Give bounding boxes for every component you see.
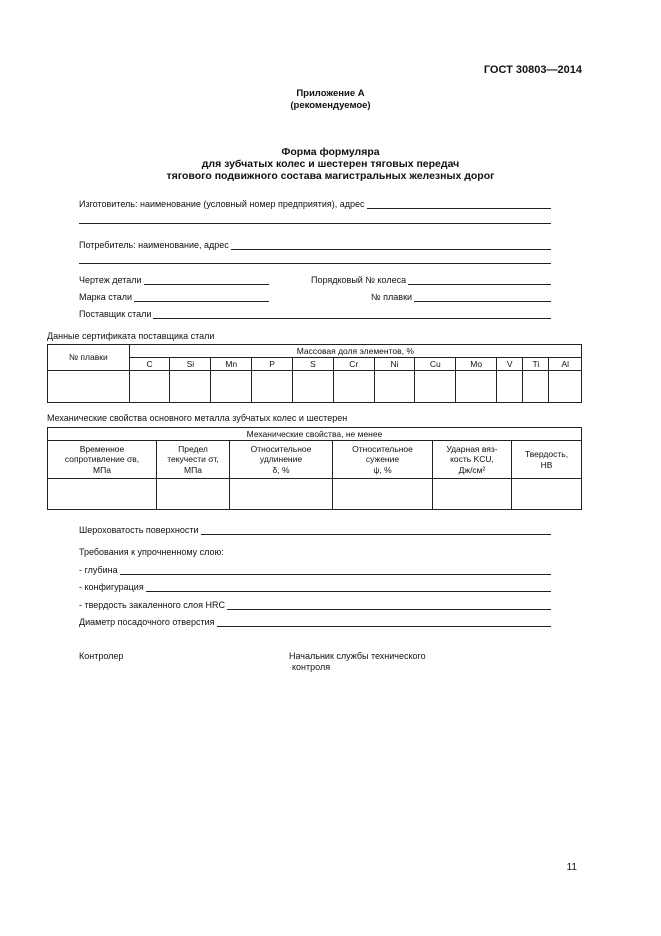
column-header-yield-strength — [157, 441, 230, 479]
table-cell[interactable] — [523, 371, 549, 403]
element-header: Mo — [456, 358, 497, 371]
header-line: НВ — [540, 459, 553, 470]
wheel-number-field[interactable] — [311, 273, 551, 285]
controller-signature: Контролер — [79, 651, 124, 661]
column-header-elongation — [230, 441, 333, 479]
element-header: Mn — [211, 358, 252, 371]
hardness-hrc-field[interactable] — [79, 598, 551, 610]
form-title-line3: тягового подвижного состава магистральных железных дорог — [166, 170, 495, 182]
header-line: ψ, % — [373, 464, 392, 475]
header-line: Дж/см² — [458, 464, 486, 475]
header-line: Предел — [178, 443, 208, 454]
consumer-continuation-line[interactable] — [79, 263, 551, 264]
table-cell[interactable] — [170, 371, 211, 403]
table-cell[interactable] — [48, 479, 157, 510]
element-header: V — [497, 358, 523, 371]
table-row — [48, 479, 582, 510]
chief-signature-line2: контроля — [292, 662, 331, 672]
table-cell[interactable] — [456, 371, 497, 403]
header-line: Относительное — [250, 443, 312, 454]
column-header-tensile-strength — [48, 441, 157, 479]
table-cell[interactable] — [230, 479, 333, 510]
table-cell[interactable] — [292, 371, 333, 403]
table2-caption: Механические свойства основного металла зубчатых колес и шестерен — [47, 413, 348, 423]
configuration-field[interactable] — [79, 580, 551, 592]
element-header: Cu — [415, 358, 456, 371]
table-cell[interactable] — [497, 371, 523, 403]
table-cell[interactable] — [549, 371, 582, 403]
element-header: P — [252, 358, 293, 371]
element-header: S — [292, 358, 333, 371]
melt-number-label: № плавки — [371, 292, 413, 302]
manufacturer-field[interactable] — [79, 197, 551, 209]
header-line: сопротивление σв, — [64, 454, 140, 465]
depth-label: - глубина — [79, 565, 118, 575]
element-header: Cr — [333, 358, 374, 371]
drawing-field[interactable] — [79, 273, 269, 285]
mass-fraction-header: Массовая доля элементов, % — [129, 345, 581, 358]
table-cell[interactable] — [252, 371, 293, 403]
melt-number-field[interactable] — [371, 290, 551, 302]
hardened-layer-requirements: Требования к упрочненному слою: — [79, 547, 224, 557]
configuration-label: - конфигурация — [79, 582, 144, 592]
depth-field[interactable] — [79, 563, 551, 575]
column-header-hardness — [512, 441, 582, 479]
header-line: сужение — [365, 454, 400, 465]
column-header-reduction — [333, 441, 433, 479]
header-line: Ударная вяз- — [446, 443, 498, 454]
standard-number: ГОСТ 30803—2014 — [483, 64, 582, 76]
bore-diameter-label: Диаметр посадочного отверстия — [79, 617, 215, 627]
element-header: Si — [170, 358, 211, 371]
steel-supplier-field[interactable] — [79, 307, 551, 319]
header-line: Временное — [79, 443, 125, 454]
header-line: МПа — [184, 464, 202, 475]
header-line: МПа — [93, 464, 111, 475]
page-number: 11 — [566, 862, 577, 873]
wheel-number-label: Порядковый № колеса — [311, 275, 407, 285]
element-header: Al — [549, 358, 582, 371]
header-line: Относительное — [352, 443, 413, 454]
appendix-title: Приложение А — [296, 88, 365, 99]
manufacturer-continuation-line[interactable] — [79, 223, 551, 224]
appendix-subtitle: (рекомендуемое) — [290, 100, 371, 111]
table-cell[interactable] — [374, 371, 415, 403]
table-cell[interactable] — [129, 371, 170, 403]
table-cell[interactable] — [512, 479, 582, 510]
table-cell[interactable] — [211, 371, 252, 403]
steel-grade-label: Марка стали — [79, 292, 133, 302]
column-header-impact-toughness — [433, 441, 512, 479]
element-header: Ni — [374, 358, 415, 371]
table1-caption: Данные сертификата поставщика стали — [47, 331, 215, 341]
table-cell[interactable] — [157, 479, 230, 510]
table-cell[interactable] — [433, 479, 512, 510]
header-line: δ, % — [272, 464, 290, 475]
form-title-line1: Форма формуляра — [281, 146, 380, 158]
chief-signature-line1: Начальник службы технического — [289, 651, 426, 661]
table-cell[interactable] — [415, 371, 456, 403]
mechanical-properties-header: Механические свойства, не менее — [48, 428, 582, 441]
element-header: Ti — [523, 358, 549, 371]
drawing-label: Чертеж детали — [79, 275, 142, 285]
header-line: Твердость, — [524, 449, 569, 459]
manufacturer-label: Изготовитель: наименование (условный номер предприятия), адрес — [79, 199, 365, 209]
consumer-field[interactable] — [79, 238, 551, 250]
form-title-line2: для зубчатых колес и шестерен тяговых передач — [201, 158, 460, 170]
hardness-hrc-label: - твердость закаленного слоя HRC — [79, 600, 225, 610]
consumer-label: Потребитель: наименование, адрес — [79, 240, 229, 250]
mechanical-properties-table — [47, 427, 582, 510]
steel-grade-field[interactable] — [79, 290, 269, 302]
bore-diameter-field[interactable] — [79, 615, 551, 627]
melt-number-header: № плавки — [48, 345, 130, 371]
steel-supplier-label: Поставщик стали — [79, 309, 152, 319]
roughness-label: Шероховатость поверхности — [79, 525, 199, 535]
steel-certificate-table — [47, 344, 582, 403]
table-cell[interactable] — [333, 371, 374, 403]
roughness-field[interactable] — [79, 523, 551, 535]
table-row — [48, 371, 582, 403]
table-cell[interactable] — [333, 479, 433, 510]
element-header: C — [129, 358, 170, 371]
header-line: текучести σт, — [167, 454, 219, 465]
table-cell[interactable] — [48, 371, 130, 403]
header-line: удлинение — [259, 454, 303, 465]
header-line: кость KCU, — [450, 454, 494, 465]
